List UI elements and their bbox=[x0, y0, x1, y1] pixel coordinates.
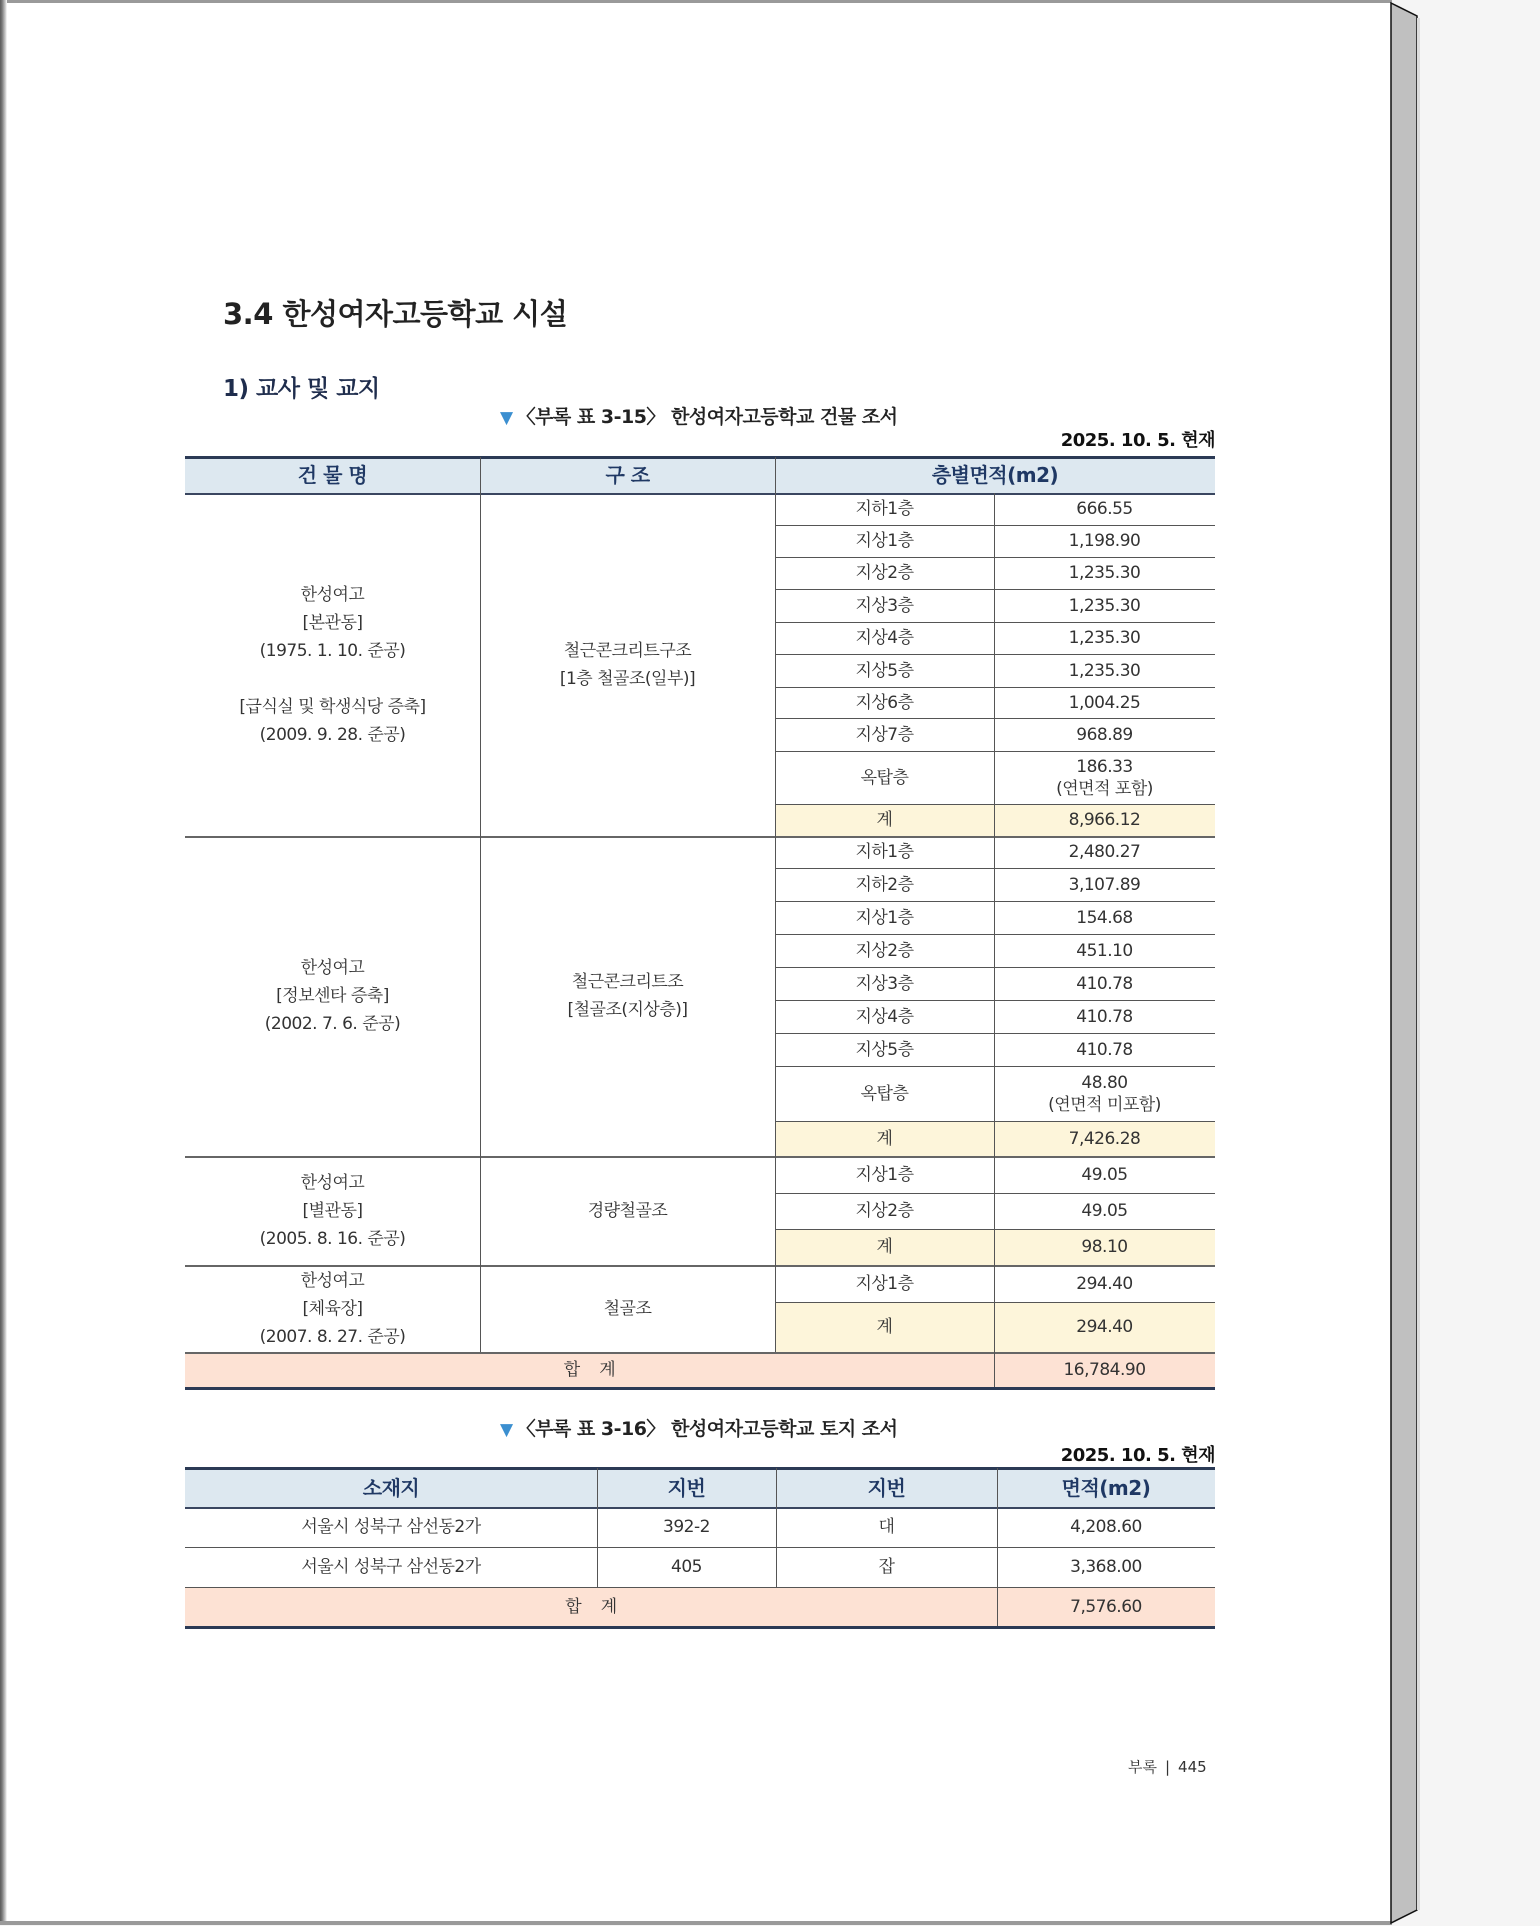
floor-label: 지상1층 bbox=[855, 1164, 914, 1185]
floor-area-value: 2,480.27 bbox=[1068, 842, 1141, 862]
grand-total-value: 16,784.90 bbox=[1063, 1360, 1146, 1380]
floor-area bbox=[994, 493, 1215, 525]
floor-area-value: 1,235.30 bbox=[1068, 563, 1141, 583]
floor-area bbox=[994, 1265, 1215, 1302]
caption-triangle-icon: ▼ bbox=[500, 408, 513, 428]
column-divider bbox=[480, 1265, 481, 1352]
column-divider bbox=[994, 1352, 995, 1388]
structure-line: 철근콘크리트구조 bbox=[563, 640, 692, 661]
floor-area bbox=[994, 1000, 1215, 1033]
floor-area-value: 49.05 bbox=[1081, 1201, 1128, 1221]
area-cell: 3,368.00 bbox=[1070, 1557, 1142, 1577]
structure-cell bbox=[480, 1156, 775, 1265]
land-total-value: 7,576.60 bbox=[1070, 1597, 1142, 1617]
building-name-line: 한성여고 bbox=[300, 584, 365, 605]
header-area: 면적(m2) bbox=[1061, 1475, 1151, 1500]
building-name-line: 한성여고 bbox=[300, 1172, 365, 1193]
column-divider bbox=[480, 836, 481, 1156]
floor-area-value: 1,235.30 bbox=[1068, 595, 1141, 616]
floor-area bbox=[994, 525, 1215, 557]
floor-label: 지상2층 bbox=[855, 563, 914, 583]
column-divider bbox=[994, 493, 995, 836]
header-land-category: 지번 bbox=[867, 1475, 906, 1500]
building-name-cell bbox=[185, 1156, 480, 1265]
column-divider bbox=[776, 1468, 777, 1587]
floor-label: 지상1층 bbox=[855, 907, 914, 928]
building-name-line: (2007. 8. 27. 준공) bbox=[259, 1326, 406, 1347]
structure-cell bbox=[480, 493, 775, 836]
floor-area-value: 410.78 bbox=[1076, 973, 1133, 994]
table-bottom-rule bbox=[185, 1626, 1215, 1629]
column-divider bbox=[775, 1265, 776, 1352]
floor-area-value: 154.68 bbox=[1076, 907, 1133, 928]
column-divider bbox=[775, 836, 776, 1156]
building-name-line: (1975. 1. 10. 준공) bbox=[259, 640, 406, 661]
lot-number-cell: 405 bbox=[671, 1557, 702, 1577]
floor-area-value: 451.10 bbox=[1076, 940, 1133, 961]
floor-area-note: (연면적 미포함) bbox=[1048, 1094, 1161, 1115]
floor-label: 지상3층 bbox=[855, 973, 914, 994]
building-name-cell bbox=[185, 836, 480, 1156]
floor-area bbox=[994, 1156, 1215, 1193]
land-table-as-of-date: 2025. 10. 5. 현재 bbox=[1060, 1445, 1215, 1466]
building-name-line: (2005. 8. 16. 준공) bbox=[259, 1228, 406, 1249]
floor-area bbox=[994, 967, 1215, 1000]
building-name-cell bbox=[185, 493, 480, 836]
floor-area-value: 294.40 bbox=[1076, 1273, 1133, 1294]
floor-area-value: 410.78 bbox=[1076, 1039, 1133, 1060]
building-table-caption-text: 〈부록 표 3-15〉 한성여자고등학교 건물 조서 bbox=[516, 406, 898, 428]
building-name-line: [별관동] bbox=[302, 1200, 363, 1221]
floor-area-value: 1,198.90 bbox=[1068, 531, 1141, 551]
column-divider bbox=[994, 836, 995, 1156]
floor-label: 지하2층 bbox=[855, 874, 914, 895]
header-lot-number: 지번 bbox=[667, 1475, 706, 1500]
column-divider bbox=[997, 1468, 998, 1587]
caption-triangle-icon: ▼ bbox=[500, 1420, 513, 1440]
subtotal-value: 7,426.28 bbox=[1068, 1128, 1141, 1149]
page-edge-top bbox=[0, 0, 1392, 3]
floor-area-value: 410.78 bbox=[1076, 1006, 1133, 1027]
building-name-cell bbox=[185, 1265, 480, 1352]
page-edge-bottom bbox=[0, 1921, 1392, 1925]
floor-area bbox=[994, 687, 1215, 718]
page-edge-left bbox=[0, 0, 7, 1924]
subtotal-value: 98.10 bbox=[1081, 1237, 1128, 1257]
floor-label: 지상2층 bbox=[855, 1201, 914, 1221]
building-name-line: [본관동] bbox=[302, 612, 363, 633]
floor-area bbox=[994, 751, 1215, 804]
floor-label: 옥탑층 bbox=[860, 1083, 909, 1104]
floor-label: 지상2층 bbox=[855, 940, 914, 961]
floor-label: 지상1층 bbox=[855, 1273, 914, 1294]
location-cell: 서울시 성북구 삼선동2가 bbox=[301, 1517, 481, 1537]
column-divider bbox=[480, 457, 481, 493]
column-divider bbox=[994, 1156, 995, 1265]
subtotal-value: 294.40 bbox=[1076, 1317, 1133, 1337]
land-category-cell: 대 bbox=[878, 1517, 895, 1537]
building-name-line: (2002. 7. 6. 준공) bbox=[264, 1014, 401, 1034]
floor-area bbox=[994, 934, 1215, 967]
floor-area bbox=[994, 589, 1215, 622]
floor-area-value: 1,235.30 bbox=[1068, 628, 1141, 648]
floor-label: 지상4층 bbox=[855, 628, 914, 648]
footer-section: 부록 bbox=[1128, 1758, 1157, 1776]
subsection-title: 1) 교사 및 교지 bbox=[223, 376, 380, 402]
structure-cell bbox=[480, 1265, 775, 1352]
floor-label: 지상6층 bbox=[855, 692, 914, 713]
subtotal-label: 계 bbox=[876, 1128, 893, 1149]
header-structure: 구 조 bbox=[605, 463, 650, 487]
column-divider bbox=[597, 1468, 598, 1587]
page-number: 445 bbox=[1178, 1758, 1207, 1776]
floor-area bbox=[994, 622, 1215, 654]
land-table-caption-text: 〈부록 표 3-16〉 한성여자고등학교 토지 조서 bbox=[516, 1418, 898, 1440]
header-floor-area: 층별면적(m2) bbox=[931, 463, 1059, 487]
subtotal-value: 8,966.12 bbox=[1068, 810, 1141, 830]
column-divider bbox=[997, 1587, 998, 1627]
grand-total-label: 합 계 bbox=[563, 1360, 616, 1380]
floor-area-value: 48.80 bbox=[1081, 1072, 1128, 1093]
building-name-line: [체육장] bbox=[302, 1298, 363, 1319]
structure-cell bbox=[480, 836, 775, 1156]
floor-area bbox=[994, 1066, 1215, 1121]
floor-area bbox=[994, 836, 1215, 868]
floor-area-value: 186.33 bbox=[1076, 756, 1133, 777]
floor-label: 지상4층 bbox=[855, 1006, 914, 1027]
area-cell: 4,208.60 bbox=[1070, 1517, 1142, 1537]
column-divider bbox=[775, 1156, 776, 1265]
footer-separator: | bbox=[1164, 1758, 1171, 1776]
location-cell: 서울시 성북구 삼선동2가 bbox=[301, 1557, 481, 1577]
structure-line: 경량철골조 bbox=[587, 1200, 668, 1221]
column-divider bbox=[775, 493, 776, 836]
floor-label: 지상1층 bbox=[855, 531, 914, 551]
page-footer bbox=[1128, 1756, 1207, 1777]
floor-area bbox=[994, 1193, 1215, 1229]
building-table-as-of-date: 2025. 10. 5. 현재 bbox=[1060, 430, 1215, 451]
floor-label: 지상7층 bbox=[855, 724, 914, 745]
floor-area-value: 3,107.89 bbox=[1068, 874, 1141, 895]
floor-label: 지상5층 bbox=[855, 660, 914, 681]
floor-area-value: 968.89 bbox=[1076, 724, 1133, 745]
column-divider bbox=[775, 457, 776, 493]
floor-area-value: 666.55 bbox=[1076, 499, 1133, 519]
structure-line: 철근콘크리트조 bbox=[571, 972, 684, 992]
floor-area bbox=[994, 1033, 1215, 1066]
floor-area-note: (연면적 포함) bbox=[1056, 778, 1153, 799]
floor-label: 지상3층 bbox=[855, 595, 914, 616]
column-divider bbox=[480, 493, 481, 836]
floor-area bbox=[994, 901, 1215, 934]
subtotal-label: 계 bbox=[876, 1317, 893, 1337]
floor-area-value: 49.05 bbox=[1081, 1164, 1128, 1185]
building-name-line: [급식실 및 학생식당 증축] bbox=[239, 696, 426, 717]
lot-number-cell: 392-2 bbox=[663, 1517, 710, 1537]
floor-label: 지하1층 bbox=[855, 499, 914, 519]
land-total-label: 합 계 bbox=[565, 1597, 617, 1617]
building-name-line: (2009. 9. 28. 준공) bbox=[259, 724, 406, 745]
subtotal-label: 계 bbox=[876, 810, 893, 830]
header-location: 소재지 bbox=[362, 1475, 420, 1500]
section-title: 3.4 한성여자고등학교 시설 bbox=[223, 297, 568, 331]
subtotal-label: 계 bbox=[876, 1237, 893, 1257]
land-category-cell: 잡 bbox=[878, 1557, 895, 1577]
floor-area bbox=[994, 868, 1215, 901]
building-table-caption bbox=[500, 402, 898, 429]
column-divider bbox=[994, 1265, 995, 1352]
floor-label: 지하1층 bbox=[855, 842, 914, 862]
page-spine bbox=[1390, 0, 1422, 1926]
floor-area bbox=[994, 718, 1215, 751]
structure-line: [철골조(지상층)] bbox=[567, 1000, 688, 1020]
floor-label: 지상5층 bbox=[855, 1039, 914, 1060]
structure-line: 철골조 bbox=[603, 1298, 652, 1319]
header-building-name: 건 물 명 bbox=[297, 463, 368, 487]
building-name-line: 한성여고 bbox=[300, 958, 365, 978]
building-name-line: 한성여고 bbox=[300, 1270, 365, 1291]
land-table-caption bbox=[500, 1414, 898, 1441]
floor-area bbox=[994, 654, 1215, 687]
floor-area bbox=[994, 557, 1215, 589]
structure-line: [1층 철골조(일부)] bbox=[559, 668, 696, 689]
column-divider bbox=[480, 1156, 481, 1265]
floor-area-value: 1,235.30 bbox=[1068, 660, 1141, 681]
floor-area-value: 1,004.25 bbox=[1068, 692, 1141, 713]
table-bottom-rule bbox=[185, 1387, 1215, 1390]
building-name-line: [정보센타 증축] bbox=[276, 986, 389, 1006]
floor-label: 옥탑층 bbox=[860, 767, 909, 788]
